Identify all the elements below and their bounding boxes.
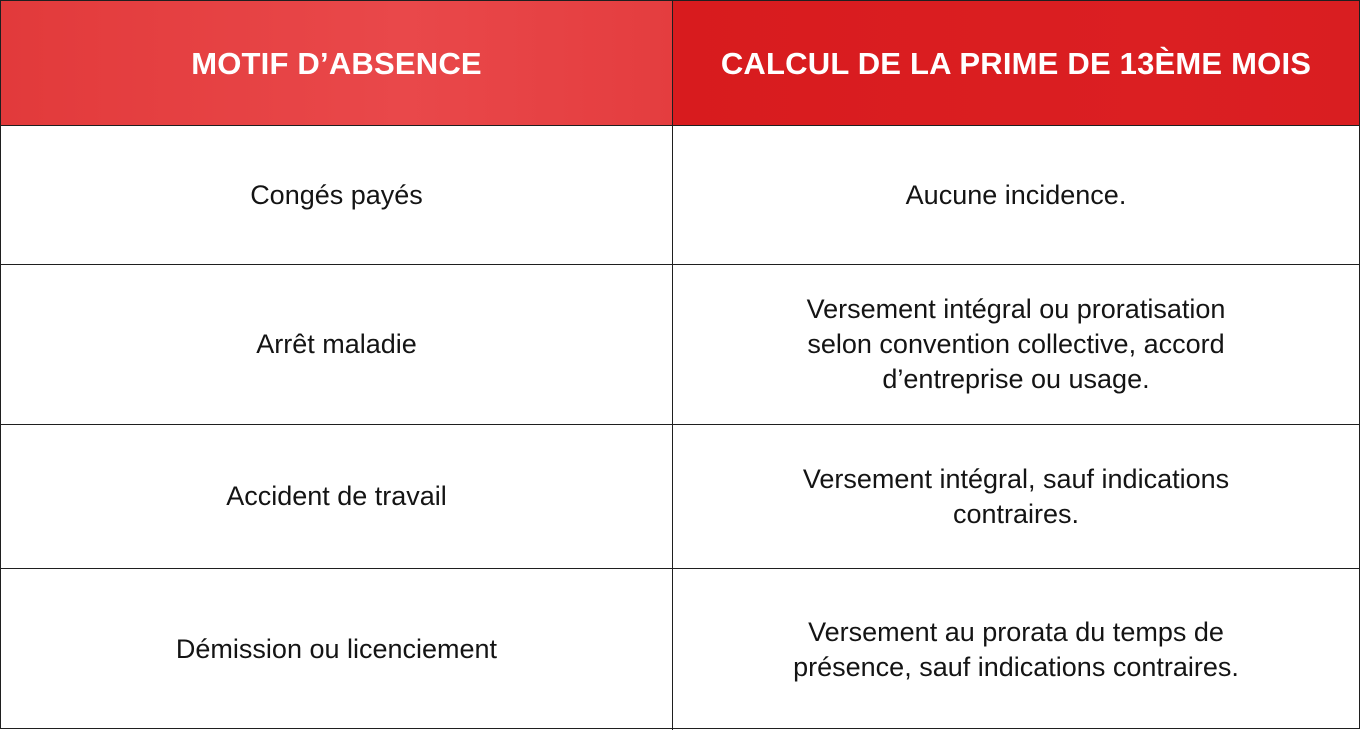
table-header-row — [1, 1, 1359, 125]
calculation-cell — [673, 265, 1359, 424]
calculation-cell — [673, 126, 1359, 264]
table-row — [1, 264, 1359, 424]
reason-cell — [1, 569, 673, 730]
reason-text: Congés payés — [250, 179, 423, 210]
table-row — [1, 125, 1359, 264]
reason-text: Démission ou licenciement — [175, 634, 498, 664]
header-calculation — [673, 1, 1359, 125]
reason-cell — [1, 265, 673, 424]
reason-text: Arrêt maladie — [256, 329, 417, 359]
calculation-text: Versement au prorata du temps de présence, sauf indications contraires. — [793, 616, 1239, 682]
calculation-text: Aucune incidence. — [905, 179, 1127, 210]
calculation-text: Versement intégral ou proratisation selon convention collective, accord d’entreprise ou usage. — [806, 294, 1226, 394]
table-row — [1, 424, 1359, 568]
reason-cell — [1, 425, 673, 568]
reason-cell — [1, 126, 673, 264]
header-reason — [1, 1, 673, 125]
header-reason-label: MOTIF D’ABSENCE — [191, 45, 482, 81]
table-row — [1, 568, 1359, 730]
calculation-cell — [673, 569, 1359, 730]
calculation-text: Versement intégral, sauf indications contraires. — [802, 463, 1230, 529]
calculation-cell — [673, 425, 1359, 568]
reason-text: Accident de travail — [226, 481, 447, 511]
header-calculation-label: CALCUL DE LA PRIME DE 13ÈME MOIS — [720, 45, 1312, 81]
